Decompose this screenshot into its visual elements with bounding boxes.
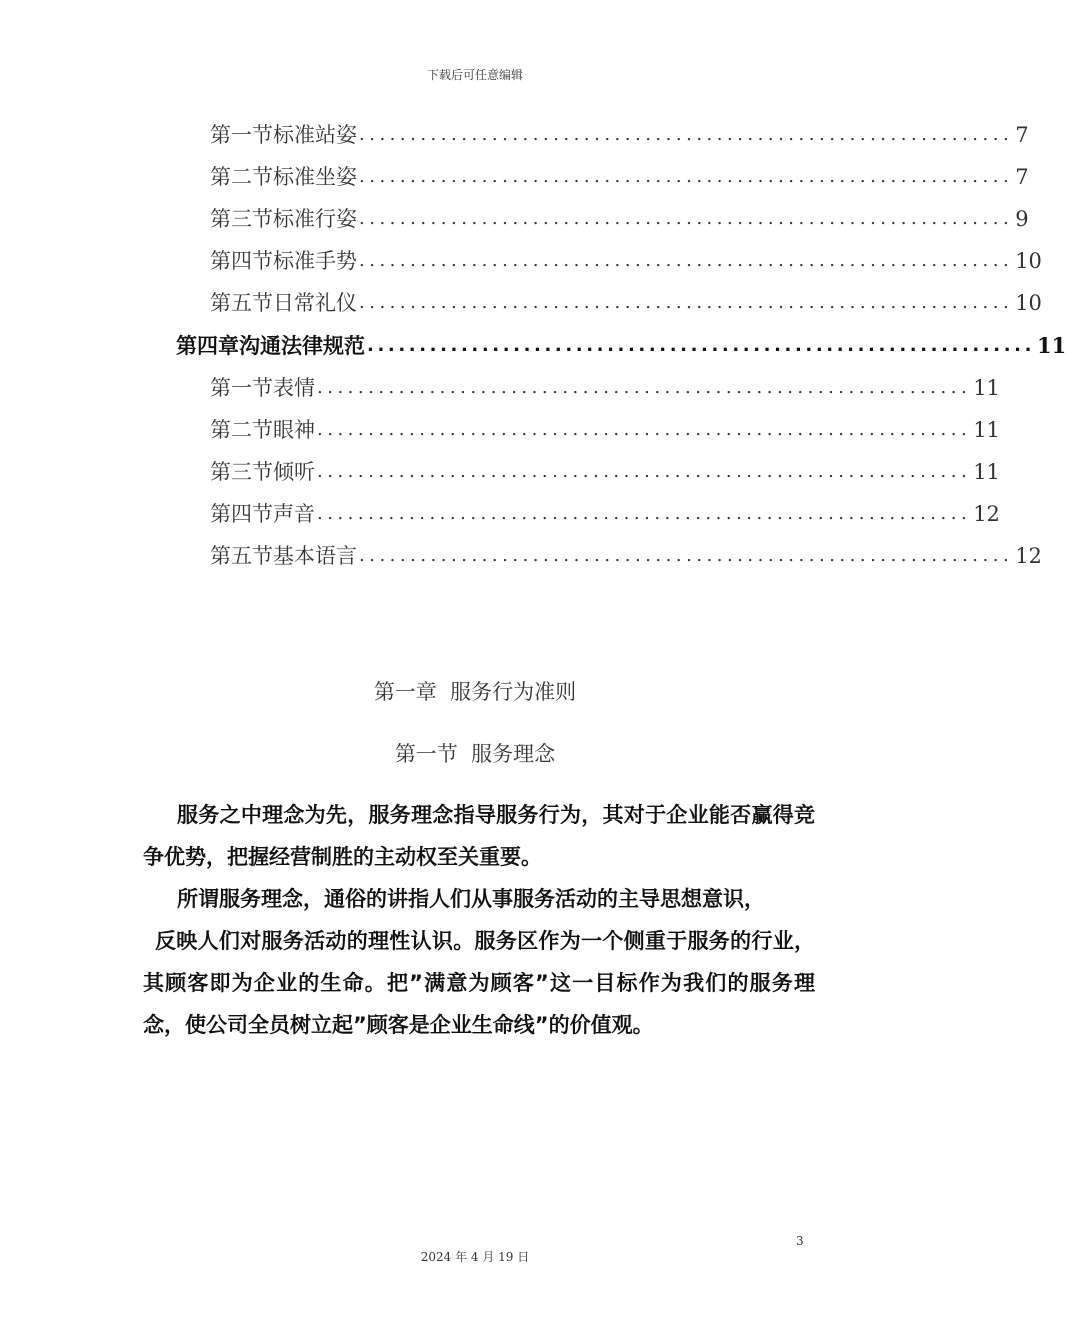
section-heading xyxy=(0,738,950,768)
toc-entry-page: 10 xyxy=(1015,291,1042,315)
toc-entry-page: 12 xyxy=(1015,544,1042,568)
toc-entry-page: 9 xyxy=(1015,207,1029,231)
toc-entry[interactable] xyxy=(210,246,1042,276)
chapter-heading-title: 服务行为准则 xyxy=(450,680,577,704)
toc-entry-page: 10 xyxy=(1015,249,1042,273)
toc-leader-dots: ................................................................ xyxy=(367,335,1036,356)
toc-entry-page: 11 xyxy=(973,460,1000,484)
section-heading-label: 第一节 xyxy=(394,742,458,766)
toc-leader-dots: ................................................................ xyxy=(359,292,1014,313)
toc-entry-page: 11 xyxy=(1037,333,1066,358)
toc-entry-label: 第一节 xyxy=(210,123,273,147)
chapter-heading-label: 第一章 xyxy=(373,680,437,704)
toc-entry-label: 第四章 xyxy=(176,334,239,358)
paragraph: 所谓服务理念，通俗的讲指人们从事服务活动的主导思想意识， xyxy=(177,887,765,911)
toc-entry-title: 标准行姿 xyxy=(273,207,357,231)
toc-leader-dots: ................................................................ xyxy=(317,377,972,398)
toc-entry-page: 7 xyxy=(1015,123,1029,147)
toc-entry-title: 倾听 xyxy=(273,460,315,484)
toc-entry-title: 日常礼仪 xyxy=(273,291,357,315)
toc-leader-dots: ................................................................ xyxy=(317,503,972,524)
toc-entry-title: 标准坐姿 xyxy=(273,165,357,189)
toc-entry-page: 11 xyxy=(973,418,1000,442)
toc-entry[interactable] xyxy=(210,499,1000,529)
page-footer-date: 2024 年 4 月 19 日 xyxy=(420,1250,530,1264)
toc-entry-title: 表情 xyxy=(273,376,315,400)
toc-entry-page: 7 xyxy=(1015,165,1029,189)
toc-entry-page: 12 xyxy=(973,502,1000,526)
toc-entry-label: 第五节 xyxy=(210,291,273,315)
toc-entry-page: 11 xyxy=(973,376,1000,400)
toc-entry-title: 基本语言 xyxy=(273,544,357,568)
toc-entry-label: 第二节 xyxy=(210,418,273,442)
toc-leader-dots: ................................................................ xyxy=(317,419,972,440)
page-header: 下载后可任意编辑 xyxy=(426,68,523,82)
toc-entry-title: 标准站姿 xyxy=(273,123,357,147)
toc-entry[interactable] xyxy=(210,162,1029,192)
toc-entry[interactable] xyxy=(210,288,1042,318)
toc-entry-label: 第五节 xyxy=(210,544,273,568)
toc-entry-title: 声音 xyxy=(273,502,315,526)
toc-entry[interactable] xyxy=(210,457,1000,487)
toc-entry-title: 标准手势 xyxy=(273,249,357,273)
toc-entry-label: 第二节 xyxy=(210,165,273,189)
toc-entry[interactable] xyxy=(210,541,1042,571)
body-text xyxy=(143,794,815,1046)
toc-entry[interactable] xyxy=(210,204,1029,234)
toc-entry-label: 第三节 xyxy=(210,207,273,231)
toc-entry-label: 第四节 xyxy=(210,502,273,526)
toc-chapter-entry[interactable] xyxy=(176,331,1066,361)
page-number: 3 xyxy=(796,1234,804,1248)
toc-leader-dots: ................................................................ xyxy=(317,461,972,482)
section-heading-title: 服务理念 xyxy=(471,742,556,766)
toc-entry-label: 第四节 xyxy=(210,249,273,273)
toc-leader-dots: ................................................................ xyxy=(359,545,1014,566)
toc-entry-label: 第三节 xyxy=(210,460,273,484)
toc-leader-dots: ................................................................ xyxy=(359,124,1014,145)
toc-entry[interactable] xyxy=(210,120,1029,150)
toc-entry[interactable] xyxy=(210,373,1000,403)
chapter-heading xyxy=(0,676,950,706)
toc-entry[interactable] xyxy=(210,415,1000,445)
paragraph: 服务之中理念为先，服务理念指导服务行为，其对于企业能否赢得竞争优势，把握经营制胜的主动权至关重要。 xyxy=(143,803,815,869)
toc-entry-label: 第一节 xyxy=(210,376,273,400)
toc-entry-title: 沟通法律规范 xyxy=(239,334,365,358)
toc-leader-dots: ................................................................ xyxy=(359,250,1014,271)
toc-leader-dots: ................................................................ xyxy=(359,166,1014,187)
toc-entry-title: 眼神 xyxy=(273,418,315,442)
paragraph: 反映人们对服务活动的理性认识。服务区作为一个侧重于服务的行业，其顾客即为企业的生命。把”满意为顾客”这一目标作为我们的服务理念，使公司全员树立起”顾客是企业生命线”的价值观。 xyxy=(143,929,815,1037)
toc-leader-dots: ................................................................ xyxy=(359,208,1014,229)
